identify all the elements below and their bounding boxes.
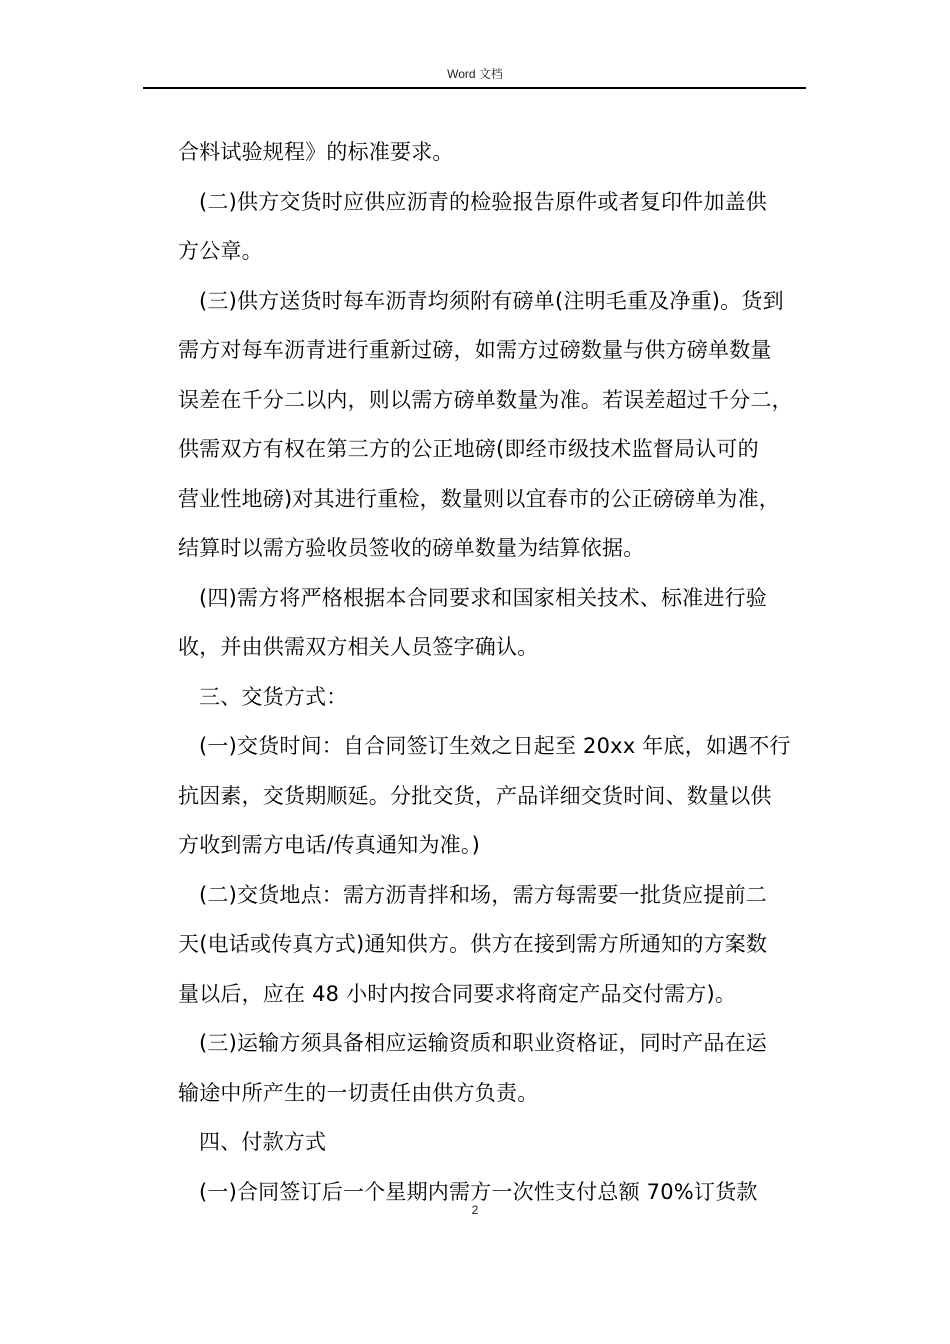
document-body bbox=[178, 128, 818, 1217]
text-line: 需方对每车沥青进行重新过磅，如需方过磅数量与供方磅单数量 bbox=[178, 338, 772, 362]
text-line: (二)供方交货时应供应沥青的检验报告原件或者复印件加盖供 bbox=[199, 189, 767, 214]
text-line: 天(电话或传真方式)通知供方。供方在接到需方所通知的方案数 bbox=[178, 932, 768, 956]
section-heading: 三、交货方式： bbox=[199, 684, 348, 709]
text-line: 误差在千分二以内，则以需方磅单数量为准。若误差超过千分二， bbox=[178, 387, 793, 412]
text-line: 合料试验规程》的标准要求。 bbox=[178, 140, 454, 164]
header-divider bbox=[143, 87, 806, 89]
text-line: 量以后，应在 48 小时内按合同要求将商定产品交付需方)。 bbox=[178, 981, 737, 1006]
section-heading: 四、付款方式 bbox=[199, 1130, 327, 1154]
text-line: (四)需方将严格根据本合同要求和国家相关技术、标准进行验 bbox=[199, 585, 767, 610]
page-header-title: Word 文档 bbox=[447, 67, 503, 81]
text-line: 供需双方有权在第三方的公正地磅(即经市级技术监督局认可的 bbox=[178, 437, 759, 461]
text-line: (三)运输方须具备相应运输资质和职业资格证，同时产品在运 bbox=[199, 1031, 767, 1055]
text-line: 结算时以需方验收员签收的磅单数量为结算依据。 bbox=[178, 536, 645, 560]
text-line: (三)供方送货时每车沥青均须附有磅单(注明毛重及净重)。货到 bbox=[199, 288, 784, 313]
text-line: (一)交货时间：自合同签订生效之日起至 20xx 年底，如遇不行 bbox=[199, 734, 791, 758]
text-line: 抗因素，交货期顺延。分批交货，产品详细交货时间、数量以供 bbox=[178, 783, 772, 808]
text-line: 输途中所产生的一切责任由供方负责。 bbox=[178, 1080, 539, 1105]
text-line: (一)合同签订后一个星期内需方一次性支付总额 70%订货款 bbox=[199, 1179, 758, 1204]
text-line: 收，并由供需双方相关人员签字确认。 bbox=[178, 635, 539, 659]
text-line: (二)交货地点：需方沥青拌和场，需方每需要一批货应提前二 bbox=[199, 882, 767, 907]
page-number: 2 bbox=[471, 1203, 479, 1217]
text-line: 方收到需方电话/传真通知为准。) bbox=[178, 833, 480, 857]
text-line: 营业性地磅)对其进行重检，数量则以宜春市的公正磅磅单为准， bbox=[178, 486, 780, 511]
text-line: 方公章。 bbox=[178, 239, 263, 263]
